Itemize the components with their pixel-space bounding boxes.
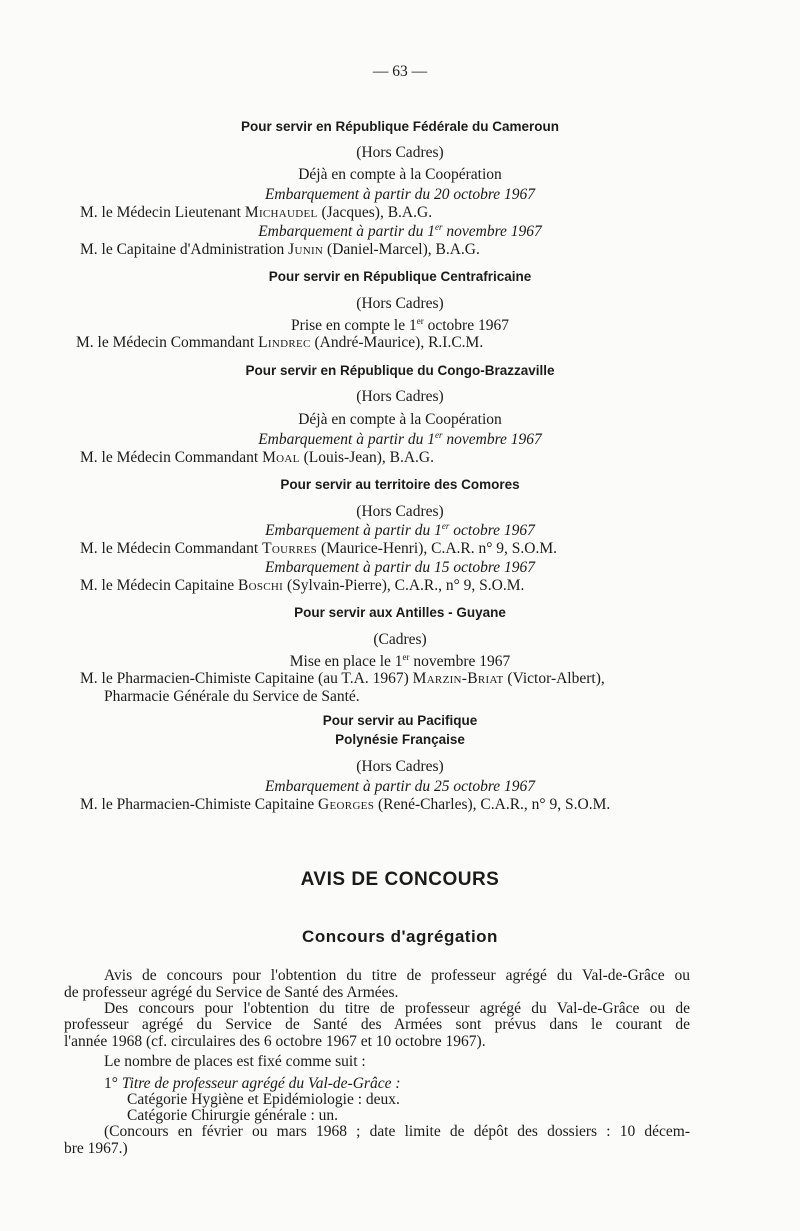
section-heading-congo: Pour servir en République du Congo-Brazzaville [245,363,555,378]
status-hors-cadres: (Hors Cadres) [356,388,444,405]
entry-surname: Boschi [237,577,284,594]
entry-line: M. le Médecin Lieutenant Michaudel (Jacques), B.A.G. [80,204,433,221]
avis-title: AVIS DE CONCOURS [300,869,500,890]
section-heading-antilles: Pour servir aux Antilles - Guyane [294,605,506,620]
status-hors-cadres: (Hors Cadres) [356,295,444,312]
entry-surname: Marzin-Briat [412,670,504,687]
entry-surname: Moal [262,449,300,466]
status-compte: Déjà en compte à la Coopération [298,411,502,428]
avis-subtitle: Concours d'agrégation [302,927,498,946]
entry-line: M. le Médecin Commandant Lindrec (André-Maurice), R.I.C.M. [76,334,484,351]
entry-surname: Georges [318,796,375,813]
entry-surname: Tourres [262,540,318,557]
entry-line: M. le Pharmacien-Chimiste Capitaine Georges (René-Charles), C.A.R., n° 9, S.O.M. [80,796,611,813]
mise-en-place-line: Mise en place le 1er novembre 1967 [289,652,511,670]
embarquement-line: Embarquement à partir du 25 octobre 1967 [264,778,536,795]
entry-line: M. le Capitaine d'Administration Junin (Daniel-Marcel), B.A.G. [80,241,480,258]
status-hors-cadres: (Hors Cadres) [356,144,444,161]
section-heading-polynesie: Polynésie Française [335,732,465,747]
entry-surname: Lindrec [258,334,311,351]
embarquement-line: Embarquement à partir du 15 octobre 1967 [264,559,536,576]
category-line: Catégorie Chirurgie générale : un. [127,1107,339,1124]
status-cadres: (Cadres) [373,631,427,648]
note-line: (Concours en février ou mars 1968 ; date limite de dépôt des dossiers : 10 décem- [104,1123,690,1140]
prise-en-compte-line: Prise en compte le 1er octobre 1967 [291,316,509,334]
section-heading-comores: Pour servir au territoire des Comores [280,477,520,492]
entry-continuation: Pharmacie Générale du Service de Santé. [104,688,360,705]
paragraph-line: Avis de concours pour l'obtention du titre de professeur agrégé du Val-de-Grâce ou [104,967,690,984]
embarquement-line: Embarquement à partir du 1er novembre 1967 [258,222,542,240]
note-line: bre 1967.) [64,1140,128,1157]
entry-line: M. le Médecin Commandant Tourres (Maurice-Henri), C.A.R. n° 9, S.O.M. [80,540,558,557]
entry-line: M. le Médecin Capitaine Boschi (Sylvain-Pierre), C.A.R., n° 9, S.O.M. [80,577,525,594]
section-heading-pacifique: Pour servir au Pacifique [322,713,478,728]
embarquement-line: Embarquement à partir du 1er novembre 1967 [258,430,542,448]
status-hors-cadres: (Hors Cadres) [356,503,444,520]
list-item: 1° Titre de professeur agrégé du Val-de-Grâce : [104,1075,401,1092]
paragraph-line: professeur agrégé du Service de Santé des Armées sont prévus dans le courant de [64,1016,690,1033]
category-line: Catégorie Hygiène et Epidémiologie : deux. [127,1091,400,1108]
status-hors-cadres: (Hors Cadres) [356,758,444,775]
section-heading-centrafricaine: Pour servir en République Centrafricaine [268,269,532,284]
paragraph-line: Des concours pour l'obtention du titre de professeur agrégé du Val-de-Grâce ou de [104,1000,690,1017]
paragraph-line: l'année 1968 (cf. circulaires des 6 octobre 1967 et 10 octobre 1967). [64,1033,486,1050]
entry-line: M. le Médecin Commandant Moal (Louis-Jean), B.A.G. [80,449,434,466]
entry-surname: Junin [288,241,324,258]
entry-line: M. le Pharmacien-Chimiste Capitaine (au T.A. 1967) Marzin-Briat (Victor-Albert), [80,670,605,687]
embarquement-line: Embarquement à partir du 1er octobre 1967 [265,521,535,539]
entry-surname: Michaudel [244,204,318,221]
paragraph-line: Le nombre de places est fixé comme suit : [104,1053,366,1070]
paragraph-line: de professeur agrégé du Service de Santé des Armées. [64,984,399,1001]
page-number: — 63 — [372,63,428,80]
embarquement-line: Embarquement à partir du 20 octobre 1967 [264,186,536,203]
section-heading-cameroun: Pour servir en République Fédérale du Cameroun [240,119,560,134]
status-compte: Déjà en compte à la Coopération [298,166,502,183]
